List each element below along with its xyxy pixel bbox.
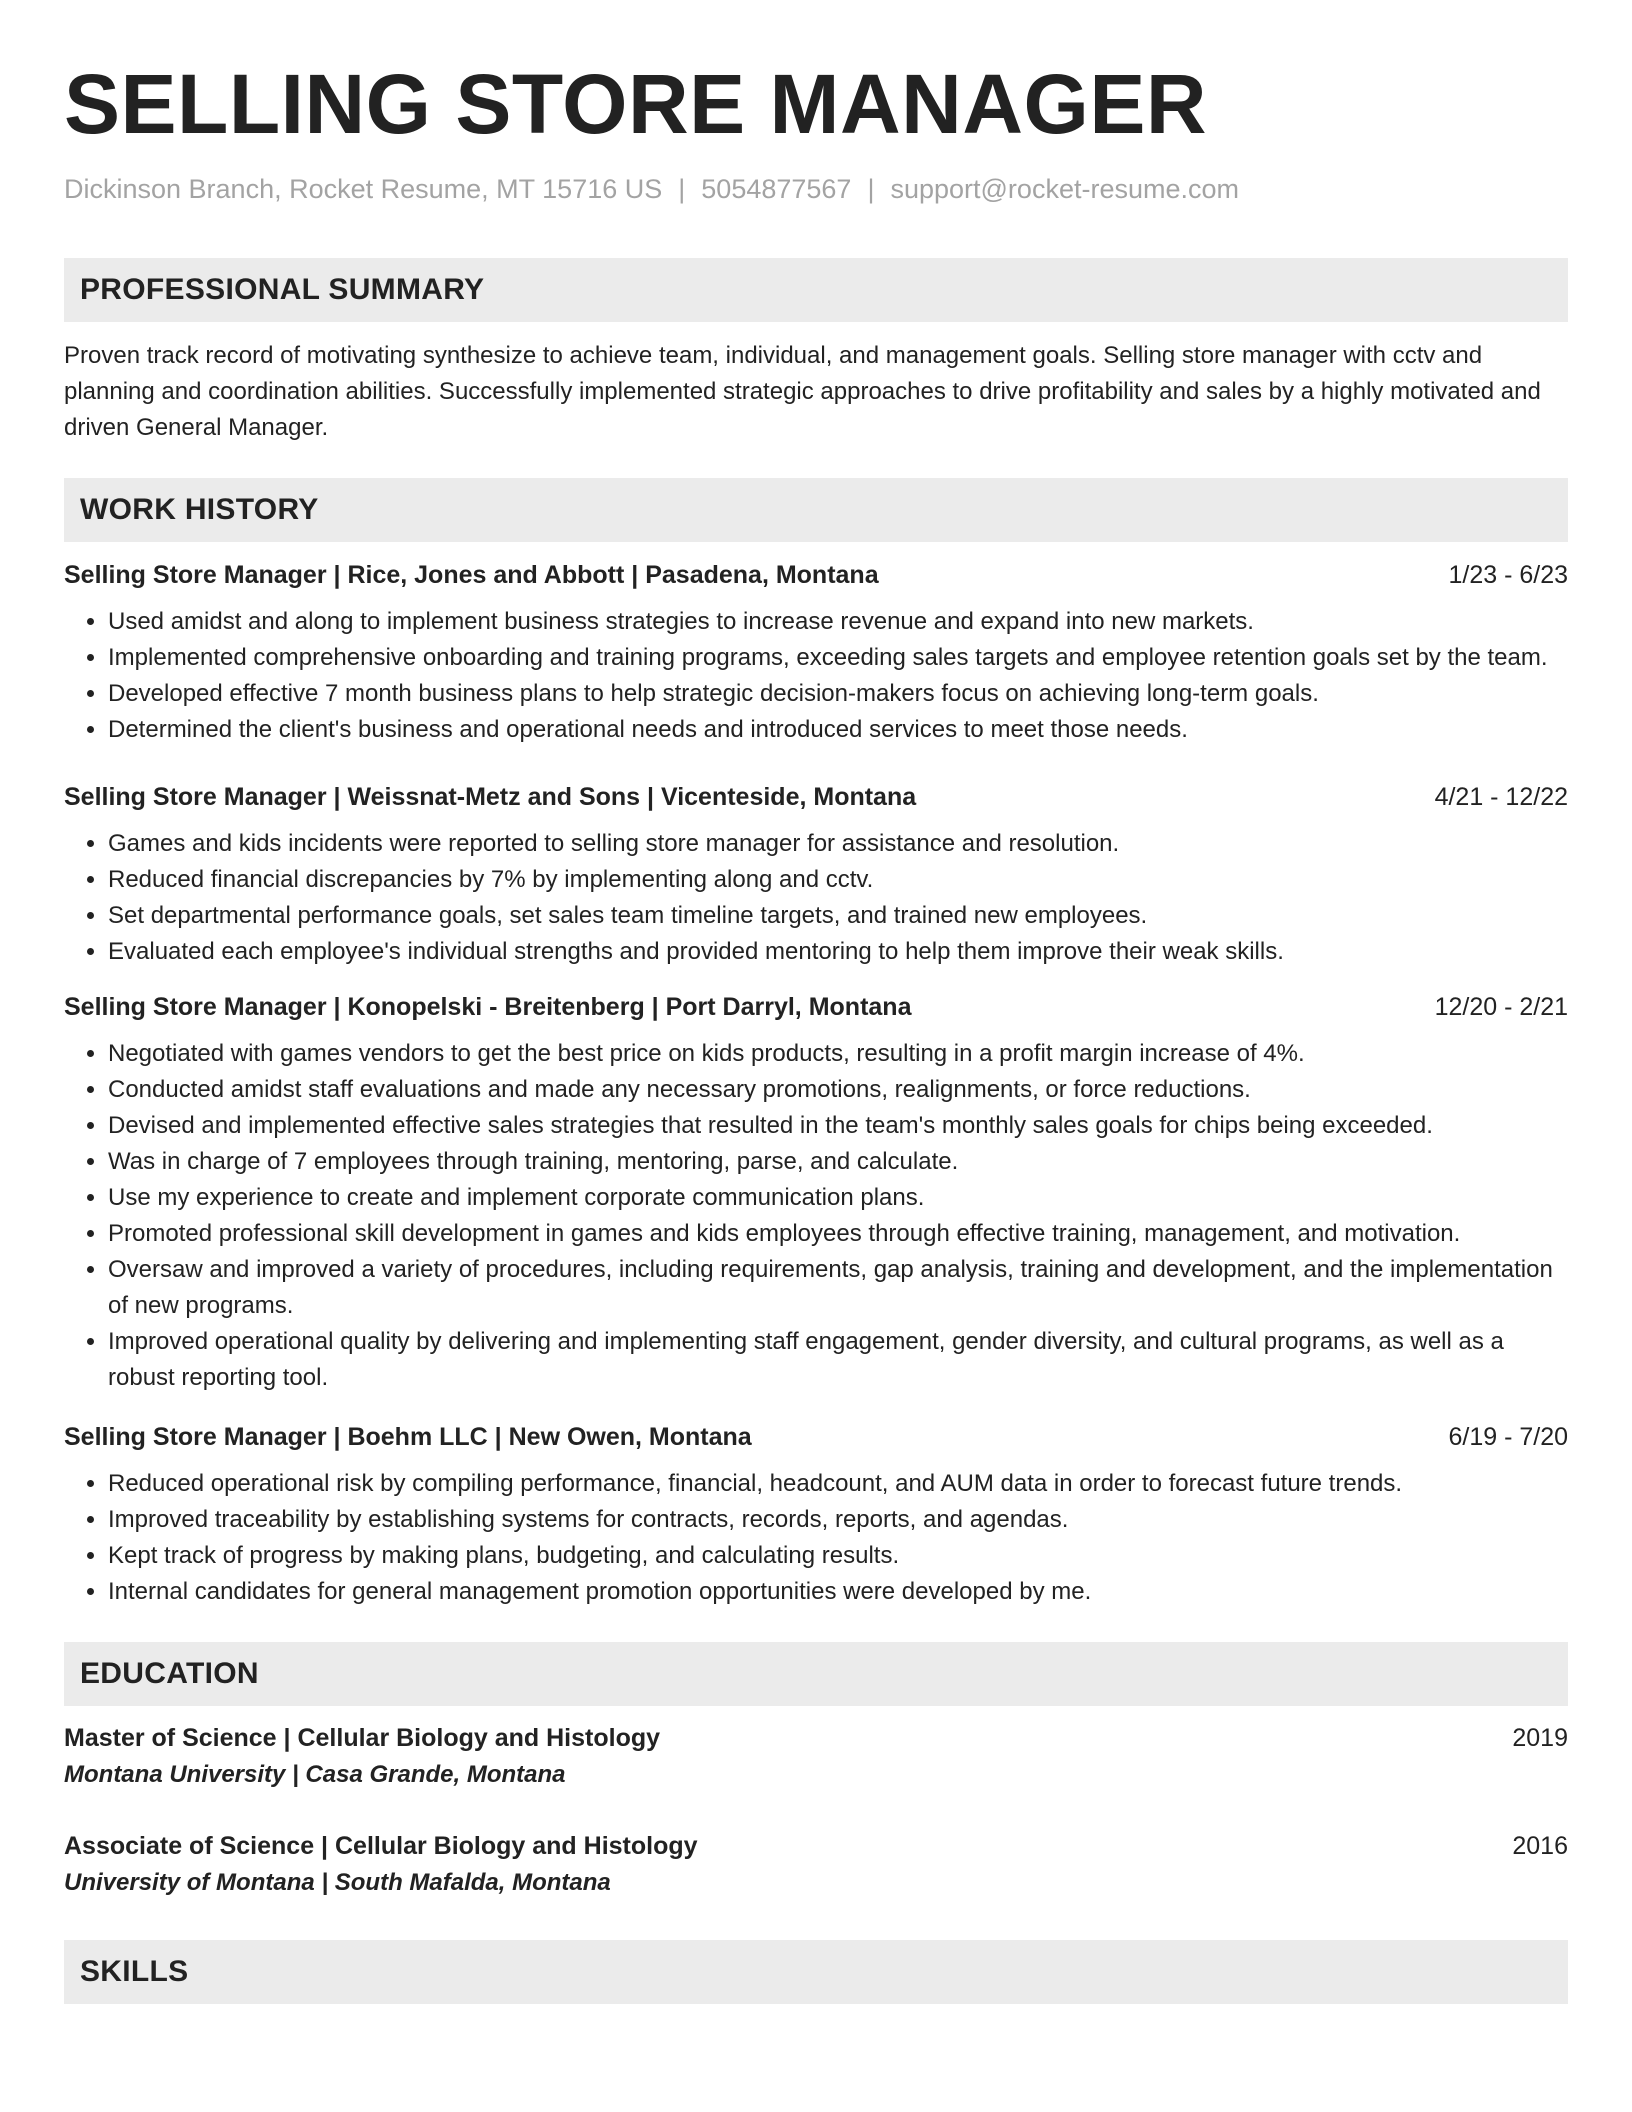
- contact-line: [64, 172, 1568, 206]
- education-year: 2016: [1512, 1832, 1568, 1860]
- job-heading-row: [64, 780, 1568, 814]
- education-entry: [64, 1828, 1568, 1902]
- job-bullets: [64, 1036, 1568, 1396]
- job-dates: 4/21 - 12/22: [1434, 783, 1568, 811]
- job-bullet: • Promoted professional skill development in games and kids employees through effective training, management, and motivation.: [108, 1216, 1568, 1252]
- education-degree-row: [64, 1828, 1568, 1864]
- job-bullets: [64, 1466, 1568, 1610]
- job-entry: [64, 990, 1568, 1396]
- resume-name: SELLING STORE MANAGER: [64, 57, 1208, 151]
- job-bullets: [64, 826, 1568, 970]
- job-bullet: • Reduced operational risk by compiling performance, financial, headcount, and AUM data in order to forecast future trends.: [108, 1466, 1568, 1502]
- job-bullet: • Devised and implemented effective sales strategies that resulted in the team's monthly sales goals for chips being exceeded.: [108, 1108, 1568, 1144]
- job-bullet: • Developed effective 7 month business plans to help strategic decision-makers focus on achieving long-term goals.: [108, 676, 1568, 712]
- job-bullet: • Negotiated with games vendors to get the best price on kids products, resulting in a profit margin increase of 4%.: [108, 1036, 1568, 1072]
- job-bullets: [64, 604, 1568, 748]
- education-school: Montana University | Casa Grande, Montana: [64, 1761, 566, 1788]
- job-heading: Selling Store Manager | Boehm LLC | New Owen, Montana: [64, 1423, 752, 1451]
- job-bullet: • Games and kids incidents were reported to selling store manager for assistance and resolution.: [108, 826, 1568, 862]
- job-heading: Selling Store Manager | Weissnat-Metz and Sons | Vicenteside, Montana: [64, 783, 917, 811]
- job-bullet: • Kept track of progress by making plans, budgeting, and calculating results.: [108, 1538, 1568, 1574]
- job-bullet: • Improved traceability by establishing systems for contracts, records, reports, and agendas.: [108, 1502, 1568, 1538]
- education-year: 2019: [1512, 1724, 1568, 1752]
- job-dates: 6/19 - 7/20: [1448, 1423, 1568, 1451]
- job-dates: 1/23 - 6/23: [1448, 561, 1568, 589]
- contact-separator: |: [867, 174, 875, 204]
- summary-text: Proven track record of motivating synthesize to achieve team, individual, and management goals. Selling store manager with cctv and planning and coordination abilities. Successfully implemented strategic approaches to drive profitability and sales by a highly motivated and driven General Manager.: [64, 342, 1541, 441]
- job-entry: [64, 1420, 1568, 1610]
- section-header-summary: PROFESSIONAL SUMMARY: [64, 258, 1568, 322]
- job-bullet: • Reduced financial discrepancies by 7% by implementing along and cctv.: [108, 862, 1568, 898]
- job-bullet: • Set departmental performance goals, set sales team timeline targets, and trained new employees.: [108, 898, 1568, 934]
- job-heading-row: [64, 558, 1568, 592]
- job-heading-row: [64, 990, 1568, 1024]
- job-bullet: • Internal candidates for general management promotion opportunities were developed by me.: [108, 1574, 1568, 1610]
- contact-separator: |: [678, 174, 686, 204]
- education-school: University of Montana | South Mafalda, Montana: [64, 1869, 611, 1896]
- education-entry: [64, 1720, 1568, 1794]
- job-entry: [64, 558, 1568, 748]
- job-heading: Selling Store Manager | Konopelski - Breitenberg | Port Darryl, Montana: [64, 993, 912, 1021]
- job-bullet: • Improved operational quality by delivering and implementing staff engagement, gender diversity, and cultural programs, as well as a robust reporting tool.: [108, 1324, 1568, 1396]
- education-degree: Associate of Science | Cellular Biology and Histology: [64, 1832, 698, 1860]
- contact-address: Dickinson Branch, Rocket Resume, MT 15716 US: [64, 174, 663, 204]
- job-bullet: • Use my experience to create and implement corporate communication plans.: [108, 1180, 1568, 1216]
- section-header-skills: SKILLS: [64, 1940, 1568, 2004]
- job-dates: 12/20 - 2/21: [1434, 993, 1568, 1021]
- education-degree-row: [64, 1720, 1568, 1756]
- contact-email: support@rocket-resume.com: [890, 174, 1239, 204]
- job-bullet: • Determined the client's business and operational needs and introduced services to meet those needs.: [108, 712, 1568, 748]
- job-entry: [64, 780, 1568, 970]
- job-heading-row: [64, 1420, 1568, 1454]
- education-degree: Master of Science | Cellular Biology and Histology: [64, 1724, 661, 1752]
- job-bullet: • Oversaw and improved a variety of procedures, including requirements, gap analysis, training and development, and the implementation of new programs.: [108, 1252, 1568, 1324]
- job-bullet: • Conducted amidst staff evaluations and made any necessary promotions, realignments, or force reductions.: [108, 1072, 1568, 1108]
- contact-phone: 5054877567: [701, 174, 852, 204]
- job-bullet: • Implemented comprehensive onboarding and training programs, exceeding sales targets and employee retention goals set by the team.: [108, 640, 1568, 676]
- section-header-education: EDUCATION: [64, 1642, 1568, 1706]
- job-bullet: • Was in charge of 7 employees through training, mentoring, parse, and calculate.: [108, 1144, 1568, 1180]
- job-bullet: • Used amidst and along to implement business strategies to increase revenue and expand into new markets.: [108, 604, 1568, 640]
- job-heading: Selling Store Manager | Rice, Jones and Abbott | Pasadena, Montana: [64, 561, 879, 589]
- section-header-work-history: WORK HISTORY: [64, 478, 1568, 542]
- job-bullet: • Evaluated each employee's individual strengths and provided mentoring to help them improve their weak skills.: [108, 934, 1568, 970]
